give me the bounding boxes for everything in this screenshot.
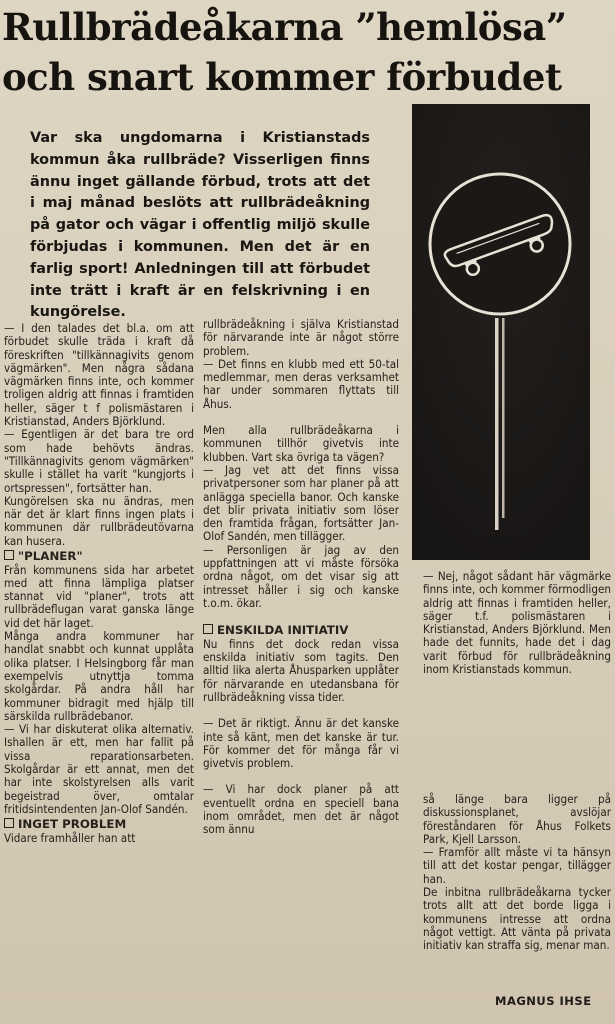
col1-paragraph-4: Från kommunens sida har arbetet med att finna lämpliga platser stannat vid "planer", trots att rullbrädeflugan varat ganska länge vid det här laget. [4,562,194,630]
lead-paragraph: Var ska ungdomarna i Kristianstads kommun åka rullbräde? Visserligen finns ännu inget gällande förbud, trots att det i maj månad beslöts att rullbrädeåkning på gator och vägar i offentlig miljö skulle förbjudas i kommunen. Men det är en farlig sport! Anledningen till att förbudet inte trätt i kraft är en felskrivning i en kungörelse. [30,130,370,321]
headline-line-1: Rullbrädeåkarna ”hemlösa” [2,5,567,49]
col2-paragraph-7: — Det är riktigt. Ännu är det kanske inte så känt, men det kanske är tur. För kommer det för många får vi givetvis problem. [203,716,399,771]
col2-paragraph-2: — Det finns en klubb med ett 50-tal medlemmar, men deras verksamhet har under sommaren flyttats till Åhus. [203,356,399,411]
col1-paragraph-3: Kungörelsen ska nu ändras, men när det är klart finns ingen plats i kommunen där rullbrädeutövarna kan husera. [4,493,194,548]
col1-paragraph-6: — Vi har diskuterat olika alternativ. Ishallen är ett, men har fallit på vissa reparationsarbeten. Skolgårdar är ett annat, men det har inte skolstyrelsen alls varit begeistrad över, omtalar fritidsintendenten Jan-Olof Sandén. [4,722,194,816]
square-bullet-icon [4,818,14,828]
col1-paragraph-5: Många andra kommuner har handlat snabbt och kunnat upplåta olika platser. I Helsingborg får man exempelvis utnyttja tomma skolgårdar. På andra håll har kommuner bidragit med hjälp till särskilda rullbrädebanor. [4,629,194,723]
subheading-inget-problem [4,818,194,832]
byline: MAGNUS IHSE [495,994,592,1008]
col3-paragraph-3: De inbitna rullbrädeåkarna tycker trots allt att det borde ligga i kommunens intresse att ordna något vettigt. Att vänta på privata initiativ kan straffa sig, menar man. [423,885,611,953]
caption-text: — Nej, något sådant här vägmärke finns inte, och kommer förmodligen aldrig att finnas i framtiden heller, säger t.f. polismästaren i Kristianstad, Anders Björklund. Men hade det funnits, hade det i dag varit förbud för rullbrädeåkning inom Kristianstads kommun. [423,569,611,677]
subheading-enskilda-initiativ-text: ENSKILDA INITIATIV [217,623,349,638]
square-bullet-icon [203,624,213,634]
col3-paragraph-2: — Framför allt måste vi ta hänsyn till att det kostar pengar, tillägger han. [423,845,611,886]
column-3 [423,793,611,953]
col2-paragraph-3: Men alla rullbrädeåkarna i kommunen tillhör givetvis inte klubben. Vart ska övriga ta vägen? [203,423,399,464]
col2-paragraph-5: — Personligen är jag av den uppfattningen att vi måste försöka ordna något, om det visar sig att intresset håller i sig och kanske t.o.m. ökar. [203,542,399,610]
subheading-planer [4,550,194,564]
square-bullet-icon [4,550,14,560]
subheading-inget-problem-text: INGET PROBLEM [18,817,127,832]
col3-paragraph-1: så länge bara ligger på diskussionsplanet, avslöjar föreståndaren för Åhus Folkets Park, Kjell Larsson. [423,792,611,846]
subheading-planer-text: "PLANER" [18,549,83,564]
photo-caption [423,570,611,676]
skateboard-sign-photo [412,104,590,560]
col1-paragraph-2: — Egentligen är det bara tre ord som hade behövts ändras. "Tillkännagivits genom vägmärken" skulle i stället ha varit "kungjorts i ortspressen", fortsätter han. [4,427,194,495]
headline-line-2: och snart kommer förbudet [2,55,562,99]
col1-paragraph-7: Vidare framhåller han att [4,830,136,845]
col2-paragraph-8: — Vi har dock planer på att eventuellt ordna en speciell bana inom området, men det är något som ännu [203,782,399,837]
col2-paragraph-4: — Jag vet att det finns vissa privatpersoner som har planer på att anlägga speciella banor. Och kanske det blir privata initiativ som löser den framtida frågan, fortsätter Jan-Olof Sandén, men tillägger. [203,462,399,544]
col2-paragraph-1: rullbrädeåkning i själva Kristianstad för närvarande inte är något större problem. [203,317,399,358]
col2-paragraph-6: Nu finns det dock redan vissa enskilda initiativ som tagits. Den alltid lika alerta Åhusparken upplåter för närvarande en utedansbana för rullbrädeåkning vissa tider. [203,636,399,704]
column-1 [4,322,194,845]
headline [2,2,612,102]
skateboard-sign-icon [412,104,590,560]
subheading-enskilda-initiativ [203,624,399,638]
column-2 [203,318,399,837]
col1-paragraph-1: — I den talades det bl.a. om att förbudet skulle träda i kraft då föreskriften "tillkännagivits genom vägmärken". Men några sådana vägmärken finns inte, och kommer troligen aldrig att finnas i framtiden heller, säger t f polismästaren i Kristianstad, Anders Björklund. [4,321,194,429]
